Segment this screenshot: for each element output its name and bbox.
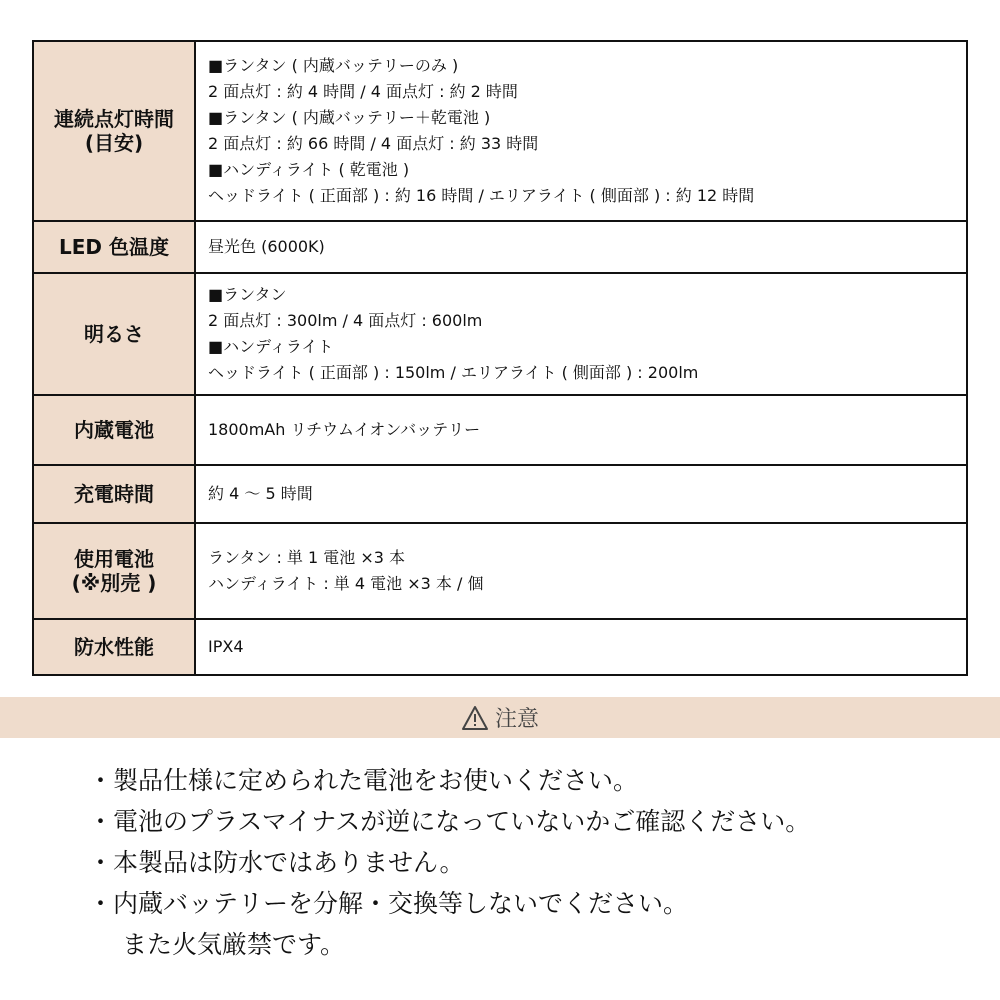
spec-value: 昼光色 (6000K) xyxy=(195,221,967,273)
spec-row-continuous-time xyxy=(33,41,967,221)
spec-row-brightness xyxy=(33,273,967,395)
spec-row-batteries xyxy=(33,523,967,619)
notice-title xyxy=(461,702,539,733)
notice-title-text: 注意 xyxy=(494,707,539,732)
caution-item: ・製品仕様に定められた電池をお使いください。 xyxy=(88,766,639,795)
spec-value: ■ランタン ( 内蔵バッテリーのみ ) 2 面点灯 : 約 4 時間 / 4 面点灯 : 約 2 時間 ■ランタン ( 内蔵バッテリー＋乾電池 ) 2 面点灯 : 約 66 時間 / 4 面点灯 : 約 33 時間 ■ハンディライト ( 乾電池 ) ヘッドライト ( 正面部 ) : 約 16 時間 / エリアライト ( 側面部 ) : 約 12 時間 xyxy=(195,41,967,221)
spec-value: ランタン : 単 1 電池 ×3 本 ハンディライト : 単 4 電池 ×3 本 / 個 xyxy=(195,523,967,619)
warning-triangle-icon xyxy=(461,705,489,731)
spec-row-charge-time xyxy=(33,465,967,523)
spec-label: 明るさ xyxy=(33,273,195,395)
spec-label: 内蔵電池 xyxy=(33,395,195,465)
spec-value: 約 4 〜 5 時間 xyxy=(195,465,967,523)
notice-header xyxy=(0,697,1000,738)
caution-list xyxy=(88,760,810,965)
spec-table xyxy=(32,40,968,676)
spec-label: 防水性能 xyxy=(33,619,195,675)
caution-item: ・本製品は防水ではありません。 xyxy=(88,848,465,877)
spec-label: 充電時間 xyxy=(33,465,195,523)
spec-value: ■ランタン 2 面点灯 : 300lm / 4 面点灯 : 600lm ■ハンディライト ヘッドライト ( 正面部 ) : 150lm / エリアライト ( 側面部 ) : 200lm xyxy=(195,273,967,395)
spec-value: 1800mAh リチウムイオンバッテリー xyxy=(195,395,967,465)
caution-item: ・内蔵バッテリーを分解・交換等しないでください。 また火気厳禁です。 xyxy=(88,889,689,959)
spec-label: 使用電池 (※別売 ) xyxy=(33,523,195,619)
spec-row-waterproof xyxy=(33,619,967,675)
spec-label: 連続点灯時間 (目安) xyxy=(33,41,195,221)
spec-value: IPX4 xyxy=(195,619,967,675)
spec-row-internal-battery xyxy=(33,395,967,465)
spec-label: LED 色温度 xyxy=(33,221,195,273)
spec-row-color-temperature xyxy=(33,221,967,273)
caution-item: ・電池のプラスマイナスが逆になっていないかご確認ください。 xyxy=(88,807,811,836)
